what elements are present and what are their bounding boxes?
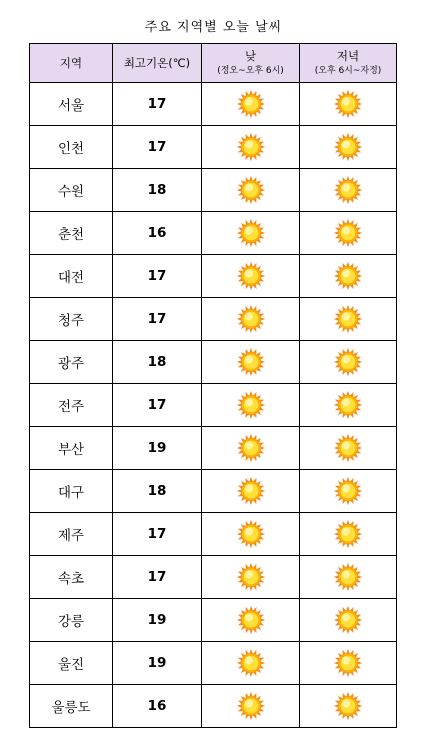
max-temp-cell: 17 (113, 513, 202, 556)
evening-weather-cell (300, 556, 397, 599)
table-row (30, 427, 397, 470)
day-weather-cell (202, 341, 300, 384)
sun-icon (333, 476, 363, 506)
max-temp-cell: 19 (113, 599, 202, 642)
evening-weather-cell (300, 126, 397, 169)
sun-icon (333, 648, 363, 678)
max-temp-cell: 16 (113, 685, 202, 728)
table-row (30, 255, 397, 298)
max-temp-cell: 18 (113, 470, 202, 513)
region-cell: 울릉도 (30, 685, 113, 728)
sun-icon (236, 519, 266, 549)
table-row (30, 470, 397, 513)
region-cell: 부산 (30, 427, 113, 470)
table-row (30, 126, 397, 169)
max-temp-cell: 17 (113, 83, 202, 126)
sun-icon (236, 175, 266, 205)
table-row (30, 685, 397, 728)
sun-icon (333, 175, 363, 205)
max-temp-cell: 17 (113, 384, 202, 427)
sun-icon (333, 304, 363, 334)
region-cell: 수원 (30, 169, 113, 212)
evening-weather-cell (300, 298, 397, 341)
table-row (30, 341, 397, 384)
header-region (30, 44, 113, 83)
table-row (30, 169, 397, 212)
evening-weather-cell (300, 212, 397, 255)
region-cell: 청주 (30, 298, 113, 341)
sun-icon (333, 89, 363, 119)
table-row (30, 642, 397, 685)
sun-icon (333, 519, 363, 549)
sun-icon (333, 562, 363, 592)
day-weather-cell (202, 298, 300, 341)
table-row (30, 556, 397, 599)
table-row (30, 298, 397, 341)
max-temp-cell: 19 (113, 427, 202, 470)
sun-icon (236, 390, 266, 420)
max-temp-cell: 16 (113, 212, 202, 255)
sun-icon (236, 132, 266, 162)
day-weather-cell (202, 212, 300, 255)
sun-icon (236, 218, 266, 248)
region-cell: 대구 (30, 470, 113, 513)
region-cell: 울진 (30, 642, 113, 685)
sun-icon (236, 605, 266, 635)
header-evening-sub: (오후 6시~자정) (314, 66, 382, 76)
day-weather-cell (202, 513, 300, 556)
sun-icon (236, 261, 266, 291)
header-max-temp (113, 44, 202, 83)
evening-weather-cell (300, 685, 397, 728)
day-weather-cell (202, 599, 300, 642)
page-title: 주요 지역별 오늘 날씨 (144, 20, 283, 35)
day-weather-cell (202, 642, 300, 685)
sun-icon (236, 347, 266, 377)
region-cell: 춘천 (30, 212, 113, 255)
table-row (30, 384, 397, 427)
sun-icon (333, 390, 363, 420)
sun-icon (333, 347, 363, 377)
day-weather-cell (202, 685, 300, 728)
region-cell: 광주 (30, 341, 113, 384)
day-weather-cell (202, 384, 300, 427)
day-weather-cell (202, 470, 300, 513)
day-weather-cell (202, 556, 300, 599)
max-temp-cell: 19 (113, 642, 202, 685)
sun-icon (236, 648, 266, 678)
weather-table (29, 43, 397, 728)
evening-weather-cell (300, 427, 397, 470)
header-day-label: 낮 (244, 49, 257, 63)
header-max-temp-label: 최고기온(℃) (123, 56, 191, 70)
max-temp-cell: 18 (113, 169, 202, 212)
region-cell: 강릉 (30, 599, 113, 642)
table-row (30, 212, 397, 255)
evening-weather-cell (300, 255, 397, 298)
sun-icon (333, 433, 363, 463)
sun-icon (236, 562, 266, 592)
region-cell: 인천 (30, 126, 113, 169)
evening-weather-cell (300, 83, 397, 126)
day-weather-cell (202, 83, 300, 126)
sun-icon (333, 261, 363, 291)
evening-weather-cell (300, 384, 397, 427)
region-cell: 전주 (30, 384, 113, 427)
table-row (30, 83, 397, 126)
day-weather-cell (202, 169, 300, 212)
evening-weather-cell (300, 169, 397, 212)
evening-weather-cell (300, 470, 397, 513)
evening-weather-cell (300, 513, 397, 556)
sun-icon (236, 691, 266, 721)
sun-icon (236, 476, 266, 506)
region-cell: 제주 (30, 513, 113, 556)
sun-icon (333, 218, 363, 248)
day-weather-cell (202, 126, 300, 169)
header-evening-label: 저녁 (336, 49, 360, 63)
region-cell: 대전 (30, 255, 113, 298)
sun-icon (333, 605, 363, 635)
max-temp-cell: 17 (113, 255, 202, 298)
max-temp-cell: 18 (113, 341, 202, 384)
max-temp-cell: 17 (113, 126, 202, 169)
header-day (202, 44, 300, 83)
evening-weather-cell (300, 599, 397, 642)
table-header-row (30, 44, 397, 83)
day-weather-cell (202, 255, 300, 298)
table-row (30, 599, 397, 642)
header-evening (300, 44, 397, 83)
max-temp-cell: 17 (113, 298, 202, 341)
sun-icon (333, 132, 363, 162)
sun-icon (236, 304, 266, 334)
header-region-label: 지역 (59, 56, 83, 70)
sun-icon (236, 433, 266, 463)
max-temp-cell: 17 (113, 556, 202, 599)
region-cell: 서울 (30, 83, 113, 126)
table-row (30, 513, 397, 556)
sun-icon (236, 89, 266, 119)
sun-icon (333, 691, 363, 721)
day-weather-cell (202, 427, 300, 470)
evening-weather-cell (300, 341, 397, 384)
region-cell: 속초 (30, 556, 113, 599)
evening-weather-cell (300, 642, 397, 685)
header-day-sub: (정오~오후 6시) (217, 66, 284, 76)
